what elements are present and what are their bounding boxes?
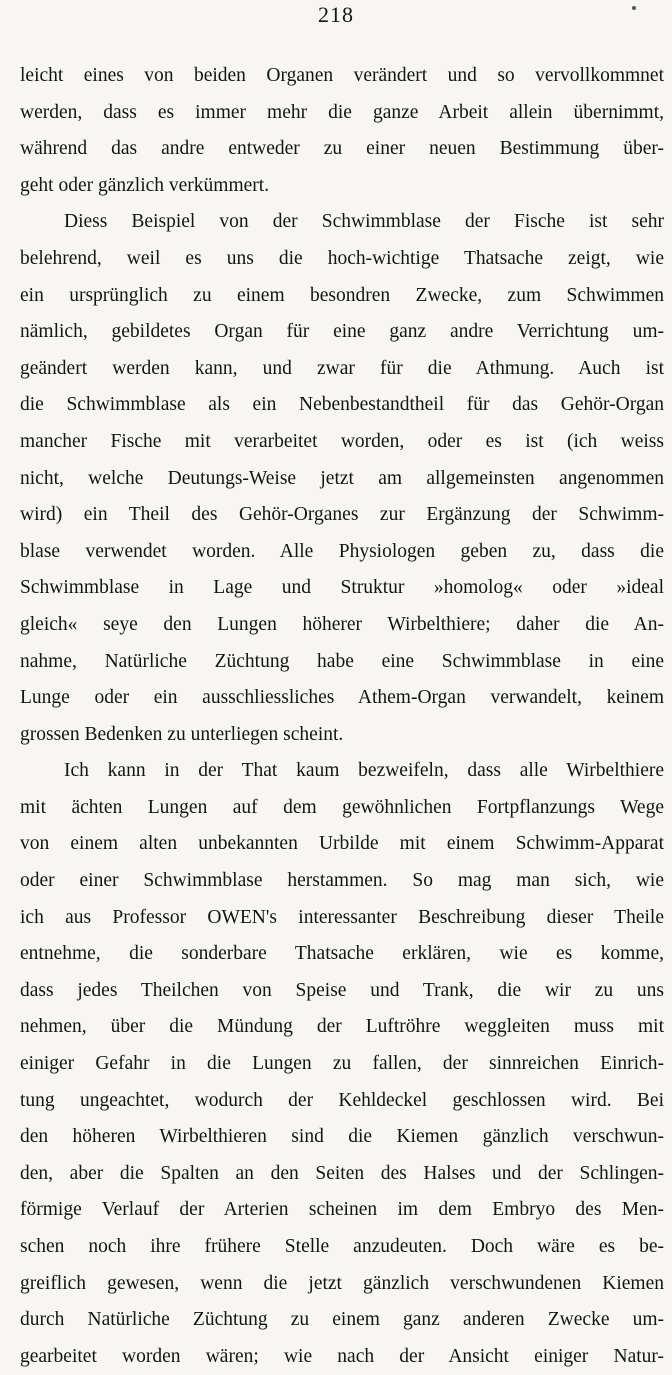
text-line: nahme, Natürliche Züchtung habe eine Schwimmblase in eine [20,650,664,672]
text-line: schen noch ihre frühere Stelle anzudeuten. Doch wäre es be- [20,1236,664,1257]
text-line: von einem alten unbekannten Urbilde mit einem Schwimm-Apparat [20,833,664,855]
text-line: leicht eines von beiden Organen verändert und so vervollkommnet [20,65,664,86]
text-line: während das andre entweder zu einer neuen Bestimmung über- [20,138,664,160]
text-line: durch Natürliche Züchtung zu einem ganz anderen Zwecke um- [20,1309,664,1331]
text-line: förmige Verlauf der Arterien scheinen im dem Embryo des Men- [20,1199,664,1221]
text-line: nämlich, gebildetes Organ für eine ganz andre Verrichtung um- [20,321,664,343]
text-line: Schwimmblase in Lage und Struktur »homolog« oder »ideal [20,577,664,599]
text-line: einiger Gefahr in die Lungen zu fallen, der sinnreichen Einrich- [20,1053,664,1075]
text-line: entnehme, die sonderbare Thatsache erklären, wie es komme, [20,943,664,965]
text-line: oder einer Schwimmblase herstammen. So mag man sich, wie [20,870,664,892]
text-line: ich aus Professor OWEN's interessanter Beschreibung dieser Theile [20,906,664,928]
text-line: grossen Bedenken zu unterliegen scheint. [20,723,344,745]
text-line: den, aber die Spalten an den Seiten des Halses und der Schlingen- [20,1162,664,1184]
text-line: den höheren Wirbelthieren sind die Kiemen gänzlich verschwun- [20,1126,664,1148]
text-line: tung ungeachtet, wodurch der Kehldeckel geschlossen wird. Bei [20,1089,664,1111]
text-line: gleich« seye den Lungen höherer Wirbelthiere; daher die An- [20,613,664,635]
paragraph-first-line: Ich kann in der That kaum bezweifeln, dass alle Wirbelthiere [64,760,664,782]
text-line: mit ächten Lungen auf dem gewöhnlichen Fortpflanzungs Wege [20,796,664,818]
text-line: ein ursprünglich zu einem besondren Zwecke, zum Schwimmen [20,284,664,306]
text-line: blase verwendet worden. Alle Physiologen geben zu, dass die [20,540,664,562]
text-line: dass jedes Theilchen von Speise und Trank, die wir zu uns [20,979,664,1001]
text-line: greiflich gewesen, wenn die jetzt gänzlich verschwundenen Kiemen [20,1272,664,1294]
text-line: mancher Fische mit verarbeitet worden, oder es ist (ich weiss [20,430,664,452]
text-line: wird) ein Theil des Gehör-Organes zur Ergänzung der Schwimm- [20,504,664,526]
body-text [20,58,664,1375]
text-line: werden, dass es immer mehr die ganze Arbeit allein übernimmt, [20,101,664,123]
text-line: gearbeitet worden wären; wie nach der Ansicht einiger Natur- [20,1345,664,1367]
text-line: geändert werden kann, und zwar für die Athmung. Auch ist [20,357,664,379]
text-line: nehmen, über die Mündung der Luftröhre weggleiten muss mit [20,1016,664,1038]
text-line: die Schwimmblase als ein Nebenbestandtheil für das Gehör-Organ [20,394,664,416]
paragraph-first-line: Diess Beispiel von der Schwimmblase der Fische ist sehr [64,211,664,233]
text-line: Lunge oder ein ausschliessliches Athem-Organ verwandelt, keinem [20,687,664,709]
page-number: 218 [318,2,354,27]
text-line: geht oder gänzlich verkümmert. [20,174,270,196]
text-line: nicht, welche Deutungs-Weise jetzt am allgemeinsten angenommen [20,467,664,489]
text-line: belehrend, weil es uns die hoch-wichtige Thatsache zeigt, wie [20,247,664,269]
